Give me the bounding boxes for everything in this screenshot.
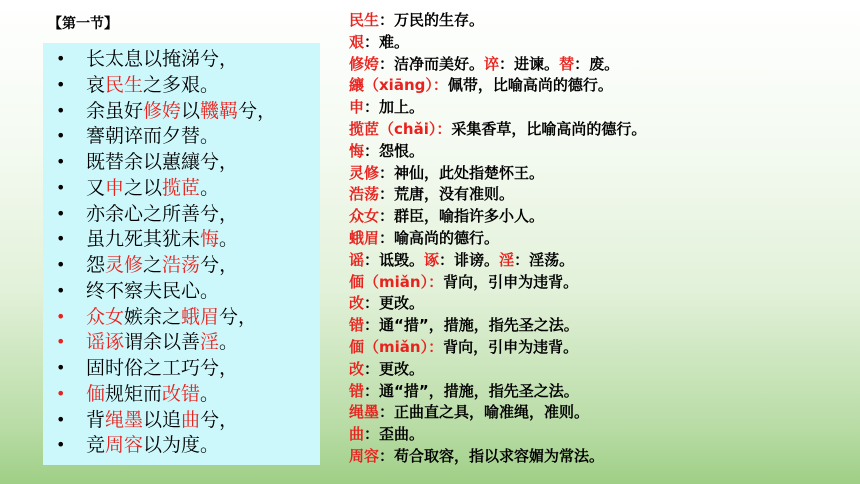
poem-text: 怨 xyxy=(86,254,106,276)
poem-text: 之多艰。 xyxy=(143,73,220,96)
annotation-definition: ：洁净而美好。 xyxy=(379,54,485,73)
annotation-definition: ：更改。 xyxy=(364,359,425,378)
annotation-entry xyxy=(349,315,854,337)
poem-line-text xyxy=(86,176,219,200)
annotation-term: 替 xyxy=(559,54,575,73)
poem-text: 谓余以善 xyxy=(124,331,201,354)
annotation-definition: ：怨恨。 xyxy=(364,141,425,160)
annotation-list xyxy=(349,10,854,468)
annotation-definition: ：喻高尚的德行。 xyxy=(379,228,500,247)
poem-text: 虽九死其犹未 xyxy=(86,228,201,251)
poem-text: 謇朝谇而夕替。 xyxy=(86,125,220,148)
annotation-term: 曲 xyxy=(349,425,365,444)
highlighted-term: 偭 xyxy=(86,382,106,405)
highlighted-term: 浩荡 xyxy=(162,254,201,276)
poem-text: 固时俗之工巧兮， xyxy=(86,357,239,379)
bullet-icon: • xyxy=(56,332,66,352)
poem-text: 。 xyxy=(219,331,239,354)
bullet-icon: • xyxy=(56,177,66,197)
poem-text: 之 xyxy=(143,254,163,276)
poem-line-text xyxy=(86,356,238,380)
annotation-term: 众女 xyxy=(349,207,380,226)
highlighted-term: 曲 xyxy=(181,408,201,431)
highlighted-term: 众女 xyxy=(86,305,125,328)
annotation-entry xyxy=(349,32,854,54)
highlighted-term: 绳墨 xyxy=(105,408,144,431)
poem-text-box xyxy=(43,43,320,465)
poem-text: 之以 xyxy=(124,176,163,199)
poem-line-text xyxy=(86,150,238,174)
bullet-icon: • xyxy=(56,358,66,377)
annotation-entry xyxy=(349,97,854,119)
annotation-definition: ：难。 xyxy=(364,32,410,51)
poem-line-text xyxy=(86,433,219,457)
annotation-definition: ：淫荡。 xyxy=(514,250,575,269)
annotation-term: 改 xyxy=(349,294,365,313)
annotation-term: 悔 xyxy=(349,141,365,160)
annotation-entry xyxy=(349,75,854,97)
annotation-term: 谣 xyxy=(349,250,365,269)
annotation-definition: ：正曲直之具，喻准绳，准则。 xyxy=(379,403,590,422)
poem-text: 以为度。 xyxy=(143,434,220,457)
poem-line-text xyxy=(86,47,238,71)
annotation-entry xyxy=(349,250,854,272)
annotation-entry xyxy=(349,141,854,163)
bullet-icon: • xyxy=(56,280,66,300)
annotation-term: 灵修 xyxy=(349,163,380,182)
annotation-term: 纕（xiāng）： xyxy=(349,76,448,95)
annotation-entry xyxy=(349,184,854,206)
poem-line-text xyxy=(86,227,238,251)
annotation-definition: 采集香草，比喻高尚的德行。 xyxy=(451,119,647,138)
bullet-icon: • xyxy=(56,383,66,403)
annotation-definition: ：进谏。 xyxy=(499,54,560,73)
annotation-definition: ：加上。 xyxy=(364,98,425,117)
annotation-term: 淫 xyxy=(499,250,515,269)
poem-text: 以追 xyxy=(143,408,182,431)
highlighted-term: 修姱 xyxy=(143,99,182,122)
poem-line-text xyxy=(86,382,219,406)
annotation-term: 错 xyxy=(349,316,365,335)
annotation-term: 修姱 xyxy=(349,54,380,73)
annotation-term: 蛾眉 xyxy=(349,228,380,247)
annotation-term: 错 xyxy=(349,381,365,400)
annotation-definition: ：通“措”，措施，指先圣之法。 xyxy=(364,381,579,400)
poem-text: 嫉余之 xyxy=(124,305,182,328)
highlighted-term: 改错 xyxy=(162,382,201,405)
annotation-term: 周容 xyxy=(349,446,380,465)
highlighted-term: 谣诼 xyxy=(86,331,125,354)
bullet-icon: • xyxy=(56,100,66,120)
annotation-entry xyxy=(349,293,854,315)
annotation-term: 浩荡 xyxy=(349,185,380,204)
poem-text: 长太息以掩涕兮， xyxy=(86,48,239,70)
poem-text: 兮， xyxy=(200,408,239,431)
highlighted-term: 揽茝 xyxy=(162,176,201,199)
poem-text: 哀 xyxy=(86,73,106,96)
annotation-entry xyxy=(349,206,854,228)
annotation-definition: ：苟合取容，指以求容媚为常法。 xyxy=(379,446,605,465)
annotation-term: 艰 xyxy=(349,32,365,51)
annotation-entry xyxy=(349,446,854,468)
poem-text: 。 xyxy=(200,382,220,405)
annotation-term: 揽茝（chǎi）： xyxy=(349,119,452,138)
annotation-entry xyxy=(349,10,854,32)
highlighted-term: 蛾眉 xyxy=(181,305,220,328)
poem-text: 终不察夫民心。 xyxy=(86,279,220,302)
highlighted-term: 鞿羁 xyxy=(200,99,239,122)
annotation-entry xyxy=(349,228,854,250)
annotation-entry xyxy=(349,381,854,403)
bullet-icon: • xyxy=(56,203,66,223)
annotation-entry xyxy=(349,272,854,294)
poem-line-text xyxy=(86,330,238,354)
annotation-term: 诼 xyxy=(424,250,440,269)
poem-text: 兮， xyxy=(238,99,277,122)
annotation-definition: ：神仙，此处指楚怀王。 xyxy=(379,163,545,182)
annotation-term: 偭（miǎn）： xyxy=(349,337,444,356)
bullet-icon: • xyxy=(56,49,66,68)
poem-text: 。 xyxy=(200,176,220,199)
poem-line-text xyxy=(86,305,257,329)
poem-text: 以 xyxy=(181,99,201,122)
poem-text: 兮， xyxy=(219,305,258,328)
poem-text: 既替余以蕙纕兮， xyxy=(86,151,239,173)
highlighted-term: 灵修 xyxy=(105,254,144,276)
poem-line-text xyxy=(86,202,238,226)
annotation-definition: ：群臣，喻指许多小人。 xyxy=(379,207,545,226)
annotation-entry xyxy=(349,424,854,446)
bullet-icon: • xyxy=(56,306,66,326)
bullet-icon: • xyxy=(56,126,66,146)
section-title: 【第一节】 xyxy=(48,16,118,32)
annotation-definition: ：更改。 xyxy=(364,294,425,313)
bullet-icon: • xyxy=(56,229,66,249)
poem-line-text xyxy=(86,408,238,432)
poem-text: 又 xyxy=(86,176,106,199)
poem-line-text xyxy=(86,124,219,148)
highlighted-term: 周容 xyxy=(105,434,144,457)
poem-text: 余虽好 xyxy=(86,99,144,122)
annotation-term: 改 xyxy=(349,359,365,378)
bullet-icon: • xyxy=(56,255,66,274)
annotation-definition: ：荒唐，没有准则。 xyxy=(379,185,515,204)
poem-text: 背 xyxy=(86,408,106,431)
annotation-entry xyxy=(349,337,854,359)
highlighted-term: 悔 xyxy=(200,228,220,251)
poem-text: 兮， xyxy=(200,254,239,276)
annotation-term: 偭（miǎn）： xyxy=(349,272,444,291)
highlighted-term: 淫 xyxy=(200,331,220,354)
bullet-icon: • xyxy=(56,152,66,171)
highlighted-term: 申 xyxy=(105,176,125,199)
poem-line-text xyxy=(86,279,219,303)
annotation-term: 绳墨 xyxy=(349,403,380,422)
poem-text: 亦余心之所善兮， xyxy=(86,202,239,225)
bullet-icon: • xyxy=(56,435,66,455)
annotation-definition: ：万民的生存。 xyxy=(379,11,485,29)
poem-line-text xyxy=(86,73,219,97)
annotation-definition: 背向，引申为违背。 xyxy=(443,272,579,291)
annotation-definition: ：歪曲。 xyxy=(364,425,425,444)
annotation-definition: ：通“措”，措施，指先圣之法。 xyxy=(364,316,579,335)
highlighted-term: 民生 xyxy=(105,73,144,96)
annotation-definition: ：诋毁。 xyxy=(364,250,425,269)
annotation-term: 申 xyxy=(349,98,365,117)
annotation-entry xyxy=(349,119,854,141)
poem-text: 竞 xyxy=(86,434,106,457)
annotation-definition: ：诽谤。 xyxy=(439,250,500,269)
poem-line-text xyxy=(86,253,238,277)
annotation-entry xyxy=(349,402,854,424)
annotation-entry xyxy=(349,54,854,76)
annotation-definition: 背向，引申为违背。 xyxy=(443,337,579,356)
annotation-term: 谇 xyxy=(484,54,500,73)
poem-line-text xyxy=(86,99,276,123)
annotation-definition: 佩带，比喻高尚的德行。 xyxy=(447,76,613,95)
poem-text: 。 xyxy=(219,228,239,251)
poem-text: 规矩而 xyxy=(105,382,163,405)
annotation-entry xyxy=(349,359,854,381)
bullet-icon: • xyxy=(56,409,66,429)
annotation-definition: ：废。 xyxy=(574,54,620,73)
bullet-icon: • xyxy=(56,74,66,94)
annotation-term: 民生 xyxy=(349,11,380,29)
annotation-entry xyxy=(349,163,854,185)
